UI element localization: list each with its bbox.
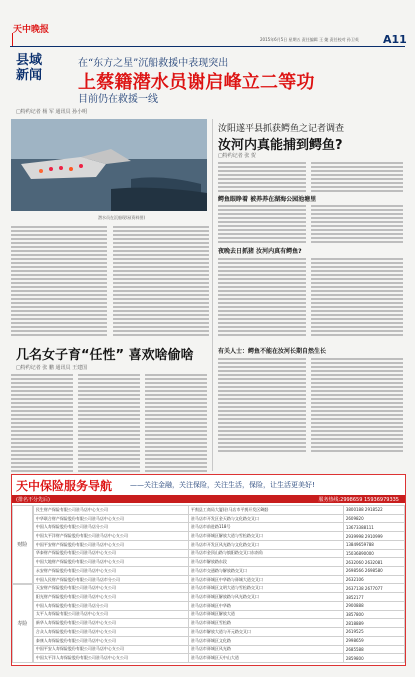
- table-row: [33, 645, 404, 654]
- company-cell: 中国大地财产保险股份有限公司驻马店中心支公司: [33, 558, 188, 567]
- company-cell: 中国人寿保险股份有限公司驻马店分公司: [33, 601, 188, 610]
- address-cell: 驻马店市前进路118号: [188, 523, 343, 532]
- address-cell: 驻马店市交通路与解放路交叉口: [188, 567, 343, 576]
- address-cell: 驻马店市解放路东段: [188, 558, 343, 567]
- right-col-b1: [218, 256, 306, 338]
- story-two-headline: 几名女子育“任性” 喜欢啥偷啥: [16, 348, 194, 363]
- phone-cell: 3800188 2918522: [343, 506, 404, 515]
- phone-cell: 2632060 2632081: [343, 558, 404, 567]
- company-cell: 中国太平洋人寿保险股份有限公司驻马店中心支公司: [33, 654, 188, 663]
- table-row: [33, 654, 404, 663]
- right-headline: 汝河内真能捕到鳄鱼?: [218, 138, 343, 153]
- company-cell: 中国人寿保险股份有限公司驻马店分公司: [33, 523, 188, 532]
- table-row: [33, 540, 404, 549]
- table-row: [33, 619, 404, 628]
- company-cell: 华泰财产保险股份有限公司驻马店中心支公司: [33, 549, 188, 558]
- address-cell: 驻马店市驿城区文明大道与雪松路交叉口: [188, 584, 343, 593]
- date-info: 2015年6月5日 星期五 责任编辑 王 婕 责任校对 孙卫英: [260, 37, 359, 42]
- address-cell: 驻马店市驿城区雪松路: [188, 619, 343, 628]
- ad-title: 天中保险服务导航: [16, 479, 113, 493]
- ad-group-labels: [12, 505, 33, 663]
- phone-cell: 2685588: [343, 645, 404, 654]
- company-cell: 泰康人寿保险股份有限公司驻马店中心支公司: [33, 636, 188, 645]
- right-subhead-b: 夜晚去日抓猪 汝河内真有鳄鱼?: [218, 248, 302, 255]
- company-cell: 阳光财产保险股份有限公司驻马店中心支公司: [33, 593, 188, 602]
- address-cell: 驻马店市驿城区解放路与风光路交叉口: [188, 593, 343, 602]
- company-cell: 民生财产保险有限公司驻马店中心支公司: [33, 506, 188, 515]
- table-row: [33, 601, 404, 610]
- lead-subhead: 目前仍在救援一线: [78, 94, 158, 105]
- photo-caption: 潜水员在沉船现场(资料图): [98, 215, 146, 220]
- phone-cell: 2998659: [343, 636, 404, 645]
- ad-header: [12, 475, 405, 495]
- address-cell: 驻马店市驿城区文化路: [188, 636, 343, 645]
- phone-cell: 13849659788: [343, 540, 404, 549]
- address-cell: 驻马店市解放大道与开元路交叉口: [188, 628, 343, 637]
- table-row: [33, 584, 404, 593]
- company-cell: 中国平安人寿保险股份有限公司驻马店中心支公司: [33, 645, 188, 654]
- company-cell: 中国平安财产保险股份有限公司驻马店中心支公司: [33, 540, 188, 549]
- story-two-column-2: [78, 372, 140, 486]
- table-row: [33, 532, 404, 541]
- address-cell: 驻马店市驿城区中华路与驿城大道交叉口: [188, 575, 343, 584]
- company-cell: 合众人寿保险股份有限公司驻马店中心支公司: [33, 628, 188, 637]
- table-row: [33, 558, 404, 567]
- address-cell: 驻马店市驿城区天中山大道: [188, 654, 343, 663]
- right-col-c2: [311, 356, 403, 454]
- address-cell: 驻马店市驿城区中华路: [188, 601, 343, 610]
- company-cell: 中华联合财产保险股份有限公司驻马店中心支公司: [33, 514, 188, 523]
- right-col-c1: [218, 356, 306, 454]
- right-kicker: 汝阳遂平县抓获鳄鱼之记者调查: [218, 124, 345, 134]
- masthead-rule: [10, 46, 405, 47]
- address-cell: 驻马店市驿城区解放大道与雪松路交叉口: [188, 532, 343, 541]
- ad-slogan: ——关注金融，关注保险，关注生活，保险，让生活更美好!: [130, 481, 315, 489]
- ad-hotline: 服务热线:2998659 15936979335: [318, 497, 399, 503]
- table-row: [33, 610, 404, 619]
- address-cell: 驻马店市金顶山路与慎阳路交叉口东南角: [188, 549, 343, 558]
- phone-cell: 2939998 2910999: [343, 532, 404, 541]
- phone-cell: 2900888: [343, 601, 404, 610]
- table-row: [33, 549, 404, 558]
- company-cell: 新华人寿保险股份有限公司驻马店中心支公司: [33, 619, 188, 628]
- page-number: A11: [383, 33, 407, 46]
- phone-cell: 2637138 2677077: [343, 584, 404, 593]
- table-row: [33, 523, 404, 532]
- table-row: [33, 506, 404, 515]
- address-cell: 驻马店市开发区金天路与文化路交叉口: [188, 514, 343, 523]
- phone-cell: 13673388111: [343, 523, 404, 532]
- phone-cell: 2609820: [343, 514, 404, 523]
- right-col-b2: [311, 256, 403, 338]
- phone-cell: 2818889: [343, 619, 404, 628]
- company-cell: 太平人寿保险有限公司驻马店中心支公司: [33, 610, 188, 619]
- company-cell: 中国太平洋财产保险股份有限公司驻马店中心支公司: [33, 532, 188, 541]
- lead-kicker: 在“东方之星”沉船救援中表现突出: [78, 58, 229, 69]
- company-cell: 永安财产保险股份有限公司驻马店中心支公司: [33, 567, 188, 576]
- section-label-1: 县域: [16, 53, 43, 68]
- phone-cell: 2698566 2698580: [343, 567, 404, 576]
- table-row: [33, 636, 404, 645]
- insurance-ad: [11, 474, 406, 666]
- right-intro-col-1: [218, 160, 306, 194]
- section-label-2: 新闻: [16, 68, 43, 83]
- insurance-table: [33, 505, 405, 663]
- group-label-life: 寿险: [12, 584, 33, 663]
- table-row: [33, 575, 404, 584]
- story-two-column-3: [145, 372, 207, 486]
- ad-subbar: [12, 495, 405, 503]
- right-byline: □特约记者 张 贺: [218, 153, 256, 159]
- company-cell: 中国人民财产保险股份有限公司驻马店市分公司: [33, 575, 188, 584]
- story-two-byline: □特约记者 张 鹏 通讯员 王建国: [16, 365, 88, 371]
- newspaper-logo: 天中晚报: [13, 25, 50, 35]
- table-row: [33, 628, 404, 637]
- table-row: [33, 593, 404, 602]
- column-divider: [212, 119, 213, 471]
- phone-cell: 3857800: [343, 610, 404, 619]
- table-row: [33, 514, 404, 523]
- ad-ranking-note: (排名不分先后): [16, 497, 50, 503]
- phone-cell: 15036890000: [343, 549, 404, 558]
- lead-headline: 上蔡籍潜水员谢启峰立二等功: [78, 72, 315, 93]
- right-col-a1: [218, 203, 306, 245]
- address-cell: 驻马店市驿城区解放大道: [188, 610, 343, 619]
- company-cell: 天安财产保险股份有限公司驻马店中心支公司: [33, 584, 188, 593]
- rescue-photo: [11, 119, 207, 211]
- address-cell: 驻马店市开发区风光路与文化路交叉口: [188, 540, 343, 549]
- lead-column-1: [11, 224, 107, 338]
- group-label-property: 财险: [12, 505, 33, 584]
- logo-rule: [12, 33, 13, 47]
- table-row: [33, 567, 404, 576]
- phone-cell: 2619525: [343, 628, 404, 637]
- phone-cell: 2859800: [343, 654, 404, 663]
- photo-illustration: [11, 119, 207, 211]
- phone-cell: 3852177: [343, 593, 404, 602]
- phone-cell: 2632106: [343, 575, 404, 584]
- ad-table-wrap: [12, 505, 405, 663]
- story-two-column-1: [11, 372, 73, 486]
- right-col-a2: [311, 203, 403, 245]
- address-cell: 驻马店市驿城区风光路: [188, 645, 343, 654]
- right-intro-col-2: [311, 160, 403, 194]
- right-subhead-a: 鳄鱼眼睁着 被养养在湖海公园池塘里: [218, 196, 317, 203]
- lead-byline: □特约记者 杨 军 通讯员 孙小明: [16, 109, 88, 115]
- lead-column-2: [113, 224, 209, 338]
- right-subhead-c: 有关人士：鳄鱼不能在汝河长期自然生长: [218, 348, 327, 355]
- address-cell: 平舆县工商局大厦(驻马店市平舆开发区8楼): [188, 506, 343, 515]
